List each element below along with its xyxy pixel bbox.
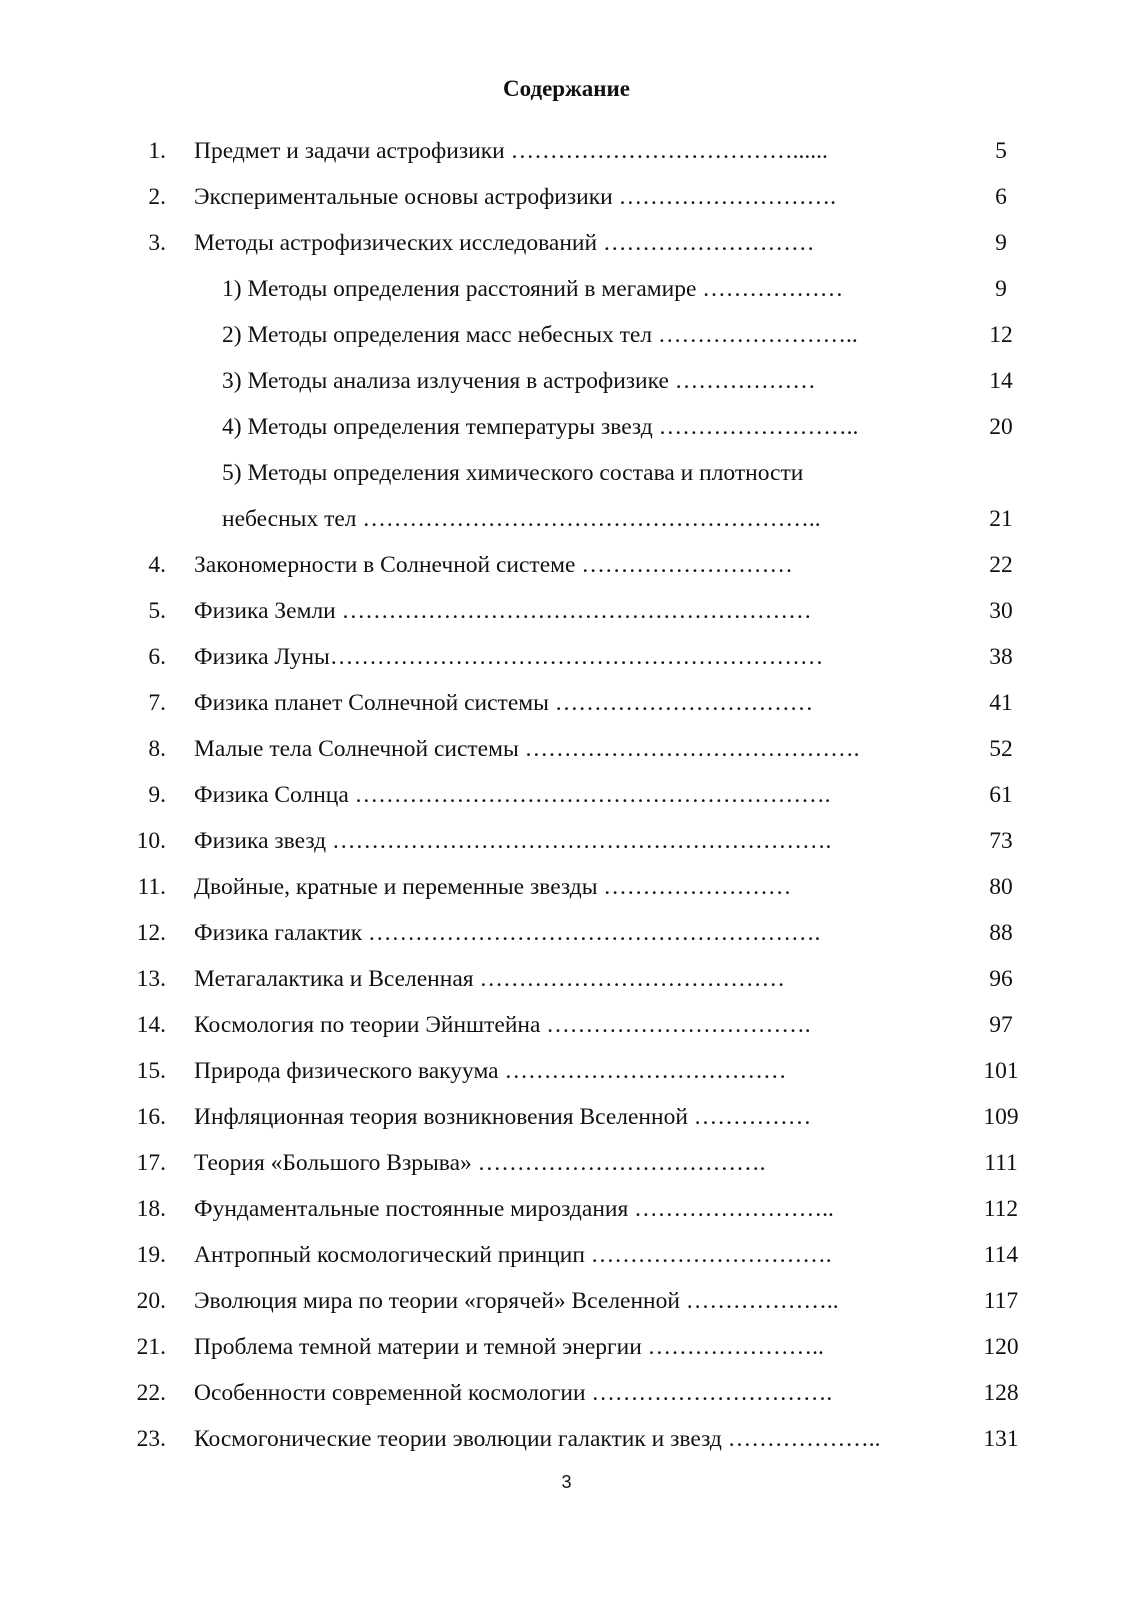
toc-subentry-title: небесных тел ………………………………………………….. bbox=[222, 506, 821, 532]
toc-entry-title: Космология по теории Эйнштейна ……………………………. bbox=[194, 1012, 811, 1038]
toc-entry[interactable] bbox=[0, 136, 1133, 182]
toc-entry[interactable] bbox=[0, 458, 1133, 504]
table-of-contents bbox=[0, 136, 1133, 1470]
toc-entry-number: 20. bbox=[136, 1288, 166, 1314]
toc-entry-title: Эволюция мира по теории «горячей» Вселенной ……………….. bbox=[194, 1288, 839, 1314]
toc-entry-page: 109 bbox=[983, 1104, 1019, 1130]
toc-entry-title: Физика галактик …………………………………………………. bbox=[194, 920, 821, 946]
toc-entry-page: 111 bbox=[984, 1150, 1018, 1176]
toc-entry-page: 6 bbox=[995, 184, 1007, 210]
toc-entry-title: Особенности современной космологии …………………………. bbox=[194, 1380, 833, 1406]
toc-entry-page: 12 bbox=[989, 322, 1013, 348]
toc-entry[interactable] bbox=[0, 1424, 1133, 1470]
toc-entry[interactable] bbox=[0, 550, 1133, 596]
toc-entry-page: 114 bbox=[983, 1242, 1019, 1268]
toc-entry-number: 13. bbox=[136, 966, 166, 992]
toc-entry[interactable] bbox=[0, 320, 1133, 366]
toc-subentry-title: 3) Методы анализа излучения в астрофизике ……………… bbox=[222, 368, 816, 394]
toc-entry-number: 11. bbox=[137, 874, 166, 900]
toc-entry-page: 14 bbox=[989, 368, 1013, 394]
toc-entry-page: 128 bbox=[983, 1380, 1019, 1406]
toc-entry[interactable] bbox=[0, 412, 1133, 458]
toc-entry-page: 131 bbox=[983, 1426, 1019, 1452]
toc-entry-page: 73 bbox=[989, 828, 1013, 854]
toc-entry-number: 15. bbox=[136, 1058, 166, 1084]
toc-entry-number: 21. bbox=[136, 1334, 166, 1360]
toc-entry[interactable] bbox=[0, 1332, 1133, 1378]
toc-entry[interactable] bbox=[0, 1378, 1133, 1424]
toc-entry-number: 9. bbox=[148, 782, 166, 808]
toc-entry-page: 80 bbox=[989, 874, 1013, 900]
toc-entry-title: Физика Земли …………………………………………………… bbox=[194, 598, 812, 624]
toc-entry-title: Теория «Большого Взрыва» ………………………………. bbox=[194, 1150, 766, 1176]
toc-subentry-title: 1) Методы определения расстояний в мегамире ……………… bbox=[222, 276, 844, 302]
toc-entry-number: 22. bbox=[136, 1380, 166, 1406]
toc-entry-title: Экспериментальные основы астрофизики ………………………. bbox=[194, 184, 836, 210]
toc-entry-title: Закономерности в Солнечной системе ……………………… bbox=[194, 552, 793, 578]
toc-entry-title: Метагалактика и Вселенная ………………………………… bbox=[194, 966, 785, 992]
toc-entry[interactable] bbox=[0, 228, 1133, 274]
toc-entry-number: 12. bbox=[136, 920, 166, 946]
toc-entry-title: Антропный космологический принцип …………………………. bbox=[194, 1242, 832, 1268]
toc-entry-title: Проблема темной материи и темной энергии ………………….. bbox=[194, 1334, 824, 1360]
toc-entry-number: 5. bbox=[148, 598, 166, 624]
toc-entry-number: 18. bbox=[136, 1196, 166, 1222]
toc-entry-title: Двойные, кратные и переменные звезды …………………… bbox=[194, 874, 792, 900]
toc-entry[interactable] bbox=[0, 1148, 1133, 1194]
toc-subentry-title: 4) Методы определения температуры звезд …………………….. bbox=[222, 414, 859, 440]
page-title: Содержание bbox=[503, 76, 630, 101]
toc-entry-page: 97 bbox=[989, 1012, 1013, 1038]
toc-entry-number: 19. bbox=[136, 1242, 166, 1268]
toc-entry-title: Физика планет Солнечной системы …………………………… bbox=[194, 690, 814, 716]
toc-entry-page: 38 bbox=[989, 644, 1013, 670]
toc-entry-page: 22 bbox=[989, 552, 1013, 578]
toc-entry[interactable] bbox=[0, 826, 1133, 872]
toc-entry[interactable] bbox=[0, 274, 1133, 320]
toc-entry-number: 2. bbox=[148, 184, 166, 210]
toc-entry[interactable] bbox=[0, 964, 1133, 1010]
toc-entry-page: 112 bbox=[983, 1196, 1019, 1222]
toc-entry-page: 88 bbox=[989, 920, 1013, 946]
toc-entry-number: 6. bbox=[148, 644, 166, 670]
toc-entry-number: 4. bbox=[148, 552, 166, 578]
toc-entry-title: Инфляционная теория возникновения Вселенной …………… bbox=[194, 1104, 812, 1130]
toc-entry-number: 1. bbox=[148, 138, 166, 164]
toc-subentry-title: 5) Методы определения химического состава и плотности bbox=[222, 460, 804, 486]
toc-entry-number: 7. bbox=[148, 690, 166, 716]
toc-entry-number: 10. bbox=[136, 828, 166, 854]
toc-entry-page: 9 bbox=[995, 230, 1007, 256]
toc-entry[interactable] bbox=[0, 1286, 1133, 1332]
toc-entry-number: 3. bbox=[148, 230, 166, 256]
toc-entry[interactable] bbox=[0, 504, 1133, 550]
toc-entry-number: 17. bbox=[136, 1150, 166, 1176]
toc-entry[interactable] bbox=[0, 182, 1133, 228]
toc-entry-title: Природа физического вакуума ……………………………… bbox=[194, 1058, 787, 1084]
toc-subentry-title: 2) Методы определения масс небесных тел …………………….. bbox=[222, 322, 858, 348]
toc-entry-title: Физика Солнца ……………………………………………………. bbox=[194, 782, 831, 808]
toc-entry-page: 30 bbox=[989, 598, 1013, 624]
toc-entry[interactable] bbox=[0, 918, 1133, 964]
toc-entry-page: 52 bbox=[989, 736, 1013, 762]
toc-entry-page: 120 bbox=[983, 1334, 1019, 1360]
toc-entry-title: Малые тела Солнечной системы ……………………………………. bbox=[194, 736, 860, 762]
toc-entry-page: 21 bbox=[989, 506, 1013, 532]
toc-entry[interactable] bbox=[0, 1240, 1133, 1286]
toc-entry[interactable] bbox=[0, 366, 1133, 412]
toc-entry-page: 5 bbox=[995, 138, 1007, 164]
toc-entry[interactable] bbox=[0, 688, 1133, 734]
toc-entry[interactable] bbox=[0, 1056, 1133, 1102]
toc-entry-title: Физика звезд ………………………………………………………. bbox=[194, 828, 832, 854]
toc-entry[interactable] bbox=[0, 872, 1133, 918]
toc-entry-number: 8. bbox=[148, 736, 166, 762]
toc-entry[interactable] bbox=[0, 1102, 1133, 1148]
toc-entry-number: 16. bbox=[136, 1104, 166, 1130]
toc-entry-page: 61 bbox=[989, 782, 1013, 808]
toc-entry[interactable] bbox=[0, 642, 1133, 688]
toc-entry[interactable] bbox=[0, 596, 1133, 642]
toc-entry-number: 23. bbox=[136, 1426, 166, 1452]
toc-entry[interactable] bbox=[0, 734, 1133, 780]
page-number: 3 bbox=[561, 1472, 572, 1492]
toc-entry-title: Фундаментальные постоянные мироздания …………………….. bbox=[194, 1196, 834, 1222]
toc-entry-page: 20 bbox=[989, 414, 1013, 440]
toc-entry-page: 117 bbox=[983, 1288, 1019, 1314]
toc-entry-title: Методы астрофизических исследований ……………………… bbox=[194, 230, 815, 256]
toc-entry-title: Космогонические теории эволюции галактик и звезд ……………….. bbox=[194, 1426, 881, 1452]
toc-entry[interactable] bbox=[0, 780, 1133, 826]
toc-entry[interactable] bbox=[0, 1194, 1133, 1240]
toc-entry-page: 101 bbox=[983, 1058, 1019, 1084]
toc-entry-number: 14. bbox=[136, 1012, 166, 1038]
toc-entry[interactable] bbox=[0, 1010, 1133, 1056]
toc-entry-page: 41 bbox=[989, 690, 1013, 716]
toc-entry-page: 9 bbox=[995, 276, 1007, 302]
toc-entry-title: Предмет и задачи астрофизики ………………………………...... bbox=[194, 138, 828, 164]
toc-entry-page: 96 bbox=[989, 966, 1013, 992]
toc-entry-title: Физика Луны……………………………………………………… bbox=[194, 644, 824, 670]
